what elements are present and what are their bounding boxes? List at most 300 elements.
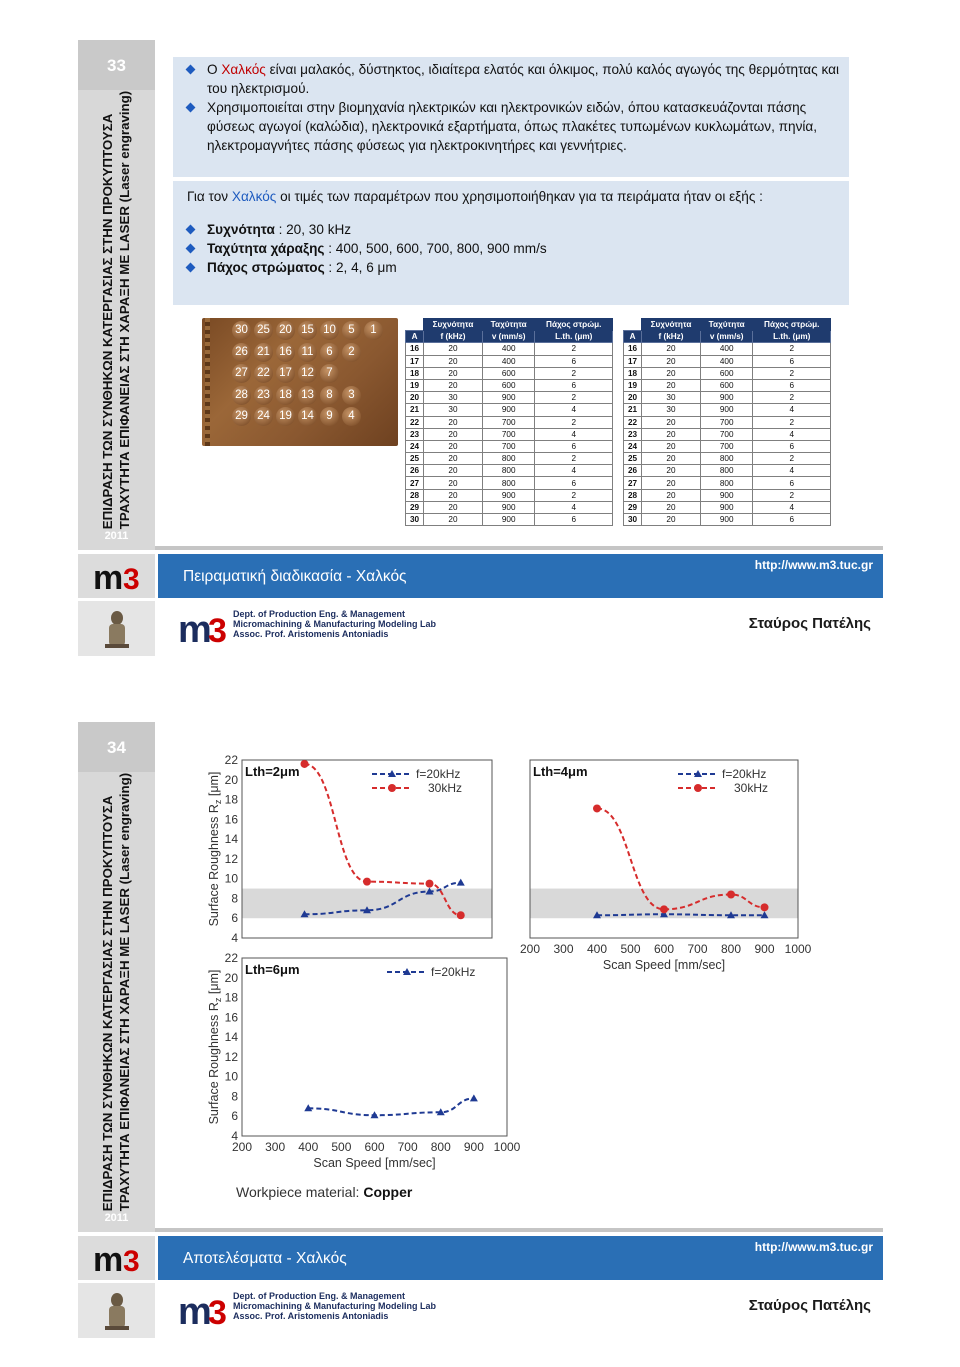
divider-stripe [155,1228,883,1232]
table-cell: 4 [535,465,613,477]
experiment-table-left [405,318,613,526]
footer-bar [78,554,883,598]
table-cell: 30 [406,514,424,526]
table-cell: 600 [482,379,535,391]
vertical-title-line2: ΤΡΑΧΥΤΗΤΑ ΕΠΙΦΑΝΕΙΑΣ ΣΤΗ ΧΑΡΑΞΗ ΜΕ LASER (Laser engraving) [117,90,133,530]
engraved-hole: 6 [320,343,339,362]
table-row [406,465,613,477]
legend-label-20khz: f=20kHz [416,767,461,781]
table-row [624,514,831,526]
y-tick-label: 6 [231,1109,238,1124]
data-point-30khz [457,911,465,919]
bullet-copper-uses: Χρησιμοποιείται στην βιομηχανία ηλεκτρικών και ηλεκτρονικών ειδών, όπου κατασκευάζονται πάσης φύσεως αγωγοί (καλώδια), ηλεκτρονικά εξαρτήματα, όπως πλακέτες τυπωμένων κυκλωμάτων, πηνία, ηλεκτρομαγνήτες πάσης φύσεως για ηλεκτροκινητήρες και γεννήτριες. [185,98,841,155]
diamond-bullet-icon [186,263,196,273]
table-cell: 20 [642,489,701,501]
x-tick-label: 600 [364,1140,385,1154]
x-tick-label: 200 [231,1140,253,1154]
table-column-header: v (mm/s) [482,331,535,343]
parameters-intro: Για τον Χαλκός οι τιμές των παραμέτρων που χρησιμοποιήθηκαν για τα πειράματα ήταν οι εξής : [187,189,763,204]
table-cell: 900 [700,392,753,404]
engraved-hole: 4 [342,407,361,426]
engraved-hole: 13 [298,386,317,405]
table-group-header: Ταχύτητα [482,319,535,331]
param-speed: Ταχύτητα χάραξης : 400, 500, 600, 700, 800, 900 mm/s [185,239,841,258]
table-cell: 25 [624,453,642,465]
chart-title: Lth=4μm [533,764,588,779]
param-frequency: Συχνότητα : 20, 30 kHz [185,220,841,239]
engraved-hole: 21 [254,343,273,362]
footer-title-bar [158,554,883,598]
table-cell: 29 [406,501,424,513]
table-cell: 20 [424,477,483,489]
engraved-hole: 5 [342,321,361,340]
table-cell: 20 [642,428,701,440]
table-cell: 6 [535,355,613,367]
table-row [624,404,831,416]
copper-plate-photo [202,318,398,446]
table-row [406,416,613,428]
bottom-credits [78,1283,883,1338]
plot-frame [242,958,507,1136]
bullet-copper-properties: Ο Χαλκός είναι μαλακός, δύστηκτος, ιδιαίτερα ελατός και όλκιμος, πολύ καλός αγωγός της θερμότητας και του ηλεκτρισμού. [185,60,841,98]
table-cell: 2 [535,416,613,428]
chart-lth-2um [196,750,496,966]
table-cell: 700 [482,416,535,428]
engraved-hole: 10 [320,321,339,340]
vertical-title-line2: ΤΡΑΧΥΤΗΤΑ ΕΠΙΦΑΝΕΙΑΣ ΣΤΗ ΧΑΡΑΞΗ ΜΕ LASER (Laser engraving) [117,772,133,1212]
table-cell: 27 [406,477,424,489]
table-cell: 900 [700,514,753,526]
y-tick-label: 4 [231,1129,238,1143]
table-cell: 20 [424,355,483,367]
table-column-header: A [406,331,424,343]
table-cell: 2 [535,392,613,404]
data-point-30khz [761,903,769,911]
table-cell: 18 [624,367,642,379]
table-cell: 400 [700,355,753,367]
table-cell: 20 [424,343,483,355]
table-cell: 2 [753,367,831,379]
y-tick-label: 14 [224,1030,238,1045]
table-cell: 4 [753,404,831,416]
table-cell: 20 [424,465,483,477]
engraved-hole: 2 [342,343,361,362]
table-cell: 2 [753,392,831,404]
y-tick-label: 12 [224,1049,238,1064]
table-cell: 2 [535,343,613,355]
table-cell: 900 [482,392,535,404]
x-tick-label: 700 [397,1140,418,1154]
department-info: Dept. of Production Eng. & Management Micromachining & Manufacturing Modeling Lab Assoc. Prof. Aristomenis Antoniadis [233,1291,437,1321]
site-link[interactable]: http://www.m3.tuc.gr [754,1240,873,1254]
workpiece-caption: Workpiece material: Copper [236,1184,413,1200]
table-cell: 30 [642,404,701,416]
slide-number: 33 [78,40,155,90]
table-cell: 26 [624,465,642,477]
table-cell: 29 [624,501,642,513]
table-cell: 18 [406,367,424,379]
y-tick-label: 18 [224,990,238,1005]
table-group-header: Ταχύτητα [700,319,753,331]
vertical-title-line1: ΕΠΙΔΡΑΣΗ ΤΩΝ ΣΥΝΘΗΚΩΝ ΚΑΤΕΡΓΑΣΙΑΣ ΣΤΗΝ ΠΡΟΚΥΠΤΟΥΣΑ [100,795,116,1212]
table-cell: 28 [406,489,424,501]
chart-lth-4um [512,750,812,990]
table-row [406,489,613,501]
y-tick-label: 14 [224,832,238,847]
table-row [624,440,831,452]
table-cell: 800 [482,453,535,465]
table-cell: 16 [624,343,642,355]
x-tick-label: 500 [620,942,641,956]
x-tick-label: 1000 [493,1140,521,1154]
table-cell: 20 [424,453,483,465]
y-tick-label: 20 [224,970,238,985]
table-cell: 6 [535,514,613,526]
legend-label-30khz: 30kHz [734,781,769,795]
table-cell: 21 [406,404,424,416]
engraved-hole: 18 [276,386,295,405]
x-tick-label: 300 [265,1140,286,1154]
table-cell: 20 [642,367,701,379]
table-cell: 900 [482,514,535,526]
table-cell: 2 [753,416,831,428]
table-cell: 22 [624,416,642,428]
table-cell: 6 [535,440,613,452]
footer-title-bar [158,1236,883,1280]
university-seal-icon [78,601,155,656]
x-tick-label: 400 [298,1140,319,1154]
y-tick-label: 10 [224,871,238,886]
engraved-hole: 15 [298,321,317,340]
engraved-hole: 28 [232,386,251,405]
y-tick-label: 8 [231,1089,238,1104]
slide-34 [78,722,883,1330]
svg-text:3: 3 [122,563,140,594]
table-cell: 22 [406,416,424,428]
legend-label-20khz: f=20kHz [431,965,476,979]
table-cell: 20 [424,367,483,379]
param-layer-thickness: Πάχος στρώματος : 2, 4, 6 μm [185,258,841,277]
y-tick-label: 10 [224,1069,238,1084]
table-cell: 6 [535,477,613,489]
university-seal-icon [78,1283,155,1338]
table-cell: 23 [624,428,642,440]
left-sidebar [78,40,155,550]
experiment-table-right [623,318,831,526]
series-line-20khz [308,1098,474,1115]
engraved-hole: 25 [254,321,273,340]
y-tick-label: 12 [224,851,238,866]
data-point-20khz [470,1094,478,1101]
svg-text:m: m [178,609,212,648]
data-point-30khz [660,905,668,913]
table-cell: 20 [642,501,701,513]
table-cell: 700 [482,428,535,440]
table-column-header: L.th. (μm) [753,331,831,343]
table-cell: 30 [424,392,483,404]
table-cell: 28 [624,489,642,501]
table-cell: 800 [700,477,753,489]
table-row [624,501,831,513]
table-cell: 26 [406,465,424,477]
year-label: 2011 [104,1212,129,1224]
table-row [406,440,613,452]
y-tick-label: 20 [224,772,238,787]
svg-text:m: m [92,1241,123,1276]
table-cell: 27 [624,477,642,489]
table-group-header: Πάχος στρώμ. [535,319,613,331]
table-corner [624,319,642,331]
footer-bar [78,1236,883,1280]
table-cell: 700 [700,428,753,440]
y-tick-label: 6 [231,911,238,926]
table-cell: 30 [624,514,642,526]
table-cell: 900 [482,501,535,513]
table-cell: 20 [642,416,701,428]
legend-marker-30khz [388,784,396,792]
table-cell: 400 [482,355,535,367]
table-cell: 19 [624,379,642,391]
engraved-hole: 7 [320,364,339,383]
table-corner [406,319,424,331]
y-tick-label: 18 [224,792,238,807]
copper-highlight-blue: Χαλκός [231,189,277,204]
table-cell: 24 [624,440,642,452]
table-cell: 20 [424,416,483,428]
table-cell: 900 [700,404,753,416]
legend-label-30khz: 30kHz [428,781,463,795]
y-tick-label: 22 [224,951,238,965]
table-row [406,355,613,367]
y-axis-label: Surface Roughness $R_z$ [μm] [207,969,223,1125]
parameters-box [173,181,849,305]
data-point-30khz [363,878,371,886]
table-cell: 6 [753,440,831,452]
y-tick-label: 22 [224,753,238,767]
table-cell: 700 [700,440,753,452]
diamond-bullet-icon [186,103,196,113]
engraved-hole: 24 [254,407,273,426]
table-group-header: Πάχος στρώμ. [753,319,831,331]
table-cell: 800 [700,453,753,465]
plate-edge [205,318,210,446]
engraved-hole: 19 [276,407,295,426]
table-cell: 6 [753,355,831,367]
table-row [624,453,831,465]
table-cell: 20 [406,392,424,404]
table-cell: 20 [642,343,701,355]
table-cell: 800 [700,465,753,477]
table-cell: 6 [535,379,613,391]
table-cell: 20 [642,465,701,477]
left-sidebar [78,722,155,1232]
engraved-hole: 16 [276,343,295,362]
engraved-hole: 29 [232,407,251,426]
table-cell: 20 [642,355,701,367]
table-column-header: A [624,331,642,343]
copper-highlight: Χαλκός [221,62,266,77]
author-name: Σταύρος Πατέλης [748,615,871,632]
x-tick-label: 900 [754,942,775,956]
table-cell: 900 [482,404,535,416]
m3-lab-logo [178,608,230,653]
svg-text:3: 3 [208,612,227,648]
y-tick-label: 16 [224,1010,238,1025]
table-cell: 700 [482,440,535,452]
author-name: Σταύρος Πατέλης [748,1297,871,1314]
vertical-title-line1: ΕΠΙΔΡΑΣΗ ΤΩΝ ΣΥΝΘΗΚΩΝ ΚΑΤΕΡΓΑΣΙΑΣ ΣΤΗΝ ΠΡΟΚΥΠΤΟΥΣΑ [100,113,116,530]
engraved-hole: 1 [364,321,383,340]
chart-title: Lth=2μm [245,764,300,779]
svg-text:3: 3 [208,1294,227,1330]
table-cell: 600 [700,379,753,391]
footer-title: Αποτελέσματα - Χαλκός [183,1250,347,1267]
m3-logo [78,1236,155,1280]
site-link[interactable]: http://www.m3.tuc.gr [754,558,873,572]
x-tick-label: 200 [519,942,541,956]
x-tick-label: 600 [653,942,675,956]
table-row [406,392,613,404]
table-cell: 900 [700,501,753,513]
engraved-hole: 20 [276,321,295,340]
vertical-title [78,90,155,530]
x-tick-label: 800 [430,1140,451,1154]
table-row [406,428,613,440]
table-row [406,453,613,465]
table-column-header: v (mm/s) [700,331,753,343]
diamond-bullet-icon [186,244,196,254]
chart-title: Lth=6μm [245,962,300,977]
legend-label-20khz: f=20kHz [722,767,767,781]
table-cell: 30 [642,392,701,404]
table-cell: 23 [406,428,424,440]
table-cell: 4 [753,465,831,477]
table-cell: 2 [535,367,613,379]
table-cell: 20 [642,514,701,526]
table-row [406,379,613,391]
table-row [624,477,831,489]
engraved-hole: 11 [298,343,317,362]
table-cell: 2 [753,343,831,355]
table-cell: 6 [753,514,831,526]
table-row [624,355,831,367]
x-tick-label: 1000 [784,942,812,956]
diamond-bullet-icon [186,225,196,235]
table-column-header: f (kHz) [424,331,483,343]
table-cell: 700 [700,416,753,428]
legend-marker-30khz [694,784,702,792]
table-cell: 25 [406,453,424,465]
data-point-20khz [457,879,465,886]
table-row [624,465,831,477]
table-row [624,367,831,379]
table-cell: 20 [424,514,483,526]
table-cell: 2 [753,489,831,501]
slide-number: 34 [78,722,155,772]
table-cell: 6 [753,379,831,391]
table-cell: 16 [406,343,424,355]
x-axis-label: Scan Speed [mm/sec] [313,1156,436,1170]
table-row [406,343,613,355]
data-point-30khz [301,760,309,768]
engraved-hole: 27 [232,364,251,383]
table-cell: 900 [482,489,535,501]
table-cell: 800 [482,477,535,489]
year-label: 2011 [104,530,129,542]
table-cell: 20 [624,392,642,404]
table-cell: 4 [535,428,613,440]
table-row [624,392,831,404]
slide-33 [78,40,883,648]
diamond-bullet-icon [186,65,196,75]
table-cell: 900 [700,489,753,501]
svg-text:3: 3 [122,1245,140,1276]
table-row [624,489,831,501]
table-cell: 2 [535,453,613,465]
table-row [406,367,613,379]
table-cell: 20 [642,477,701,489]
table-row [624,416,831,428]
table-column-header: f (kHz) [642,331,701,343]
engraved-hole: 22 [254,364,273,383]
x-axis-label: Scan Speed [mm/sec] [602,958,726,972]
table-cell: 20 [642,453,701,465]
table-row [406,514,613,526]
m3-logo [78,554,155,598]
table-cell: 30 [424,404,483,416]
table-cell: 4 [753,501,831,513]
table-cell: 6 [753,477,831,489]
table-cell: 19 [406,379,424,391]
table-cell: 4 [753,428,831,440]
table-cell: 4 [535,404,613,416]
bottom-credits [78,601,883,656]
copper-description-box [173,57,849,177]
data-point-30khz [426,880,434,888]
table-cell: 600 [700,367,753,379]
table-cell: 17 [406,355,424,367]
m3-lab-logo [178,1290,230,1335]
y-tick-label: 4 [231,931,238,945]
vertical-title [78,772,155,1212]
table-cell: 17 [624,355,642,367]
y-axis-label: Surface Roughness $R_z$ [μm] [207,771,223,927]
svg-text:m: m [92,559,123,594]
table-cell: 2 [535,489,613,501]
engraved-hole: 30 [232,321,251,340]
x-tick-label: 800 [720,942,742,956]
table-row [406,477,613,489]
department-info: Dept. of Production Eng. & Management Micromachining & Manufacturing Modeling Lab Assoc. Prof. Aristomenis Antoniadis [233,609,437,639]
table-group-header: Συχνότητα [642,319,701,331]
x-tick-label: 300 [553,942,574,956]
y-tick-label: 16 [224,812,238,827]
table-row [624,343,831,355]
y-tick-label: 8 [231,891,238,906]
engraved-hole: 9 [320,407,339,426]
table-row [406,501,613,513]
table-cell: 21 [624,404,642,416]
x-tick-label: 400 [586,942,608,956]
table-cell: 600 [482,367,535,379]
data-point-30khz [727,890,735,898]
table-row [406,404,613,416]
x-tick-label: 900 [463,1140,484,1154]
table-cell: 20 [642,440,701,452]
table-column-header: L.th. (μm) [535,331,613,343]
table-cell: 20 [424,440,483,452]
table-cell: 20 [424,379,483,391]
